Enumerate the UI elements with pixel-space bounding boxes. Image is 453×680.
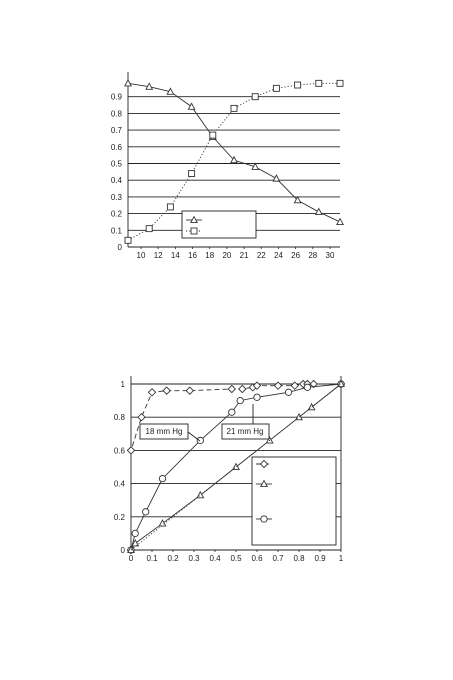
legend-1 (182, 211, 256, 238)
x-tick-label: 18 (205, 251, 215, 260)
x-tick-label: 0.3 (188, 554, 200, 563)
data-point (231, 105, 237, 111)
y-tick-label: 0.4 (110, 176, 122, 186)
x-tick-label: 21 (239, 251, 249, 260)
data-point (143, 509, 149, 515)
y-tick-label: 0 (117, 243, 122, 252)
annotation-18mmhg (140, 424, 200, 441)
data-point (229, 409, 235, 415)
x-tick-label: 0.2 (167, 554, 179, 563)
data-point (163, 387, 170, 394)
x-tick-label: 24 (274, 251, 283, 260)
series-line (128, 83, 340, 222)
data-point (138, 414, 145, 421)
x-tick-label: 12 (153, 251, 163, 260)
data-point (210, 132, 216, 138)
legend-marker (261, 516, 267, 522)
y-tick-label: 0.6 (110, 142, 122, 152)
data-point (125, 237, 131, 243)
chart-2 (114, 376, 345, 563)
data-point (148, 389, 155, 396)
data-point (237, 397, 243, 403)
data-point (159, 475, 165, 481)
chart-1 (111, 72, 343, 260)
data-point (254, 394, 260, 400)
data-point (159, 520, 165, 526)
data-point (127, 447, 134, 454)
x-tick-label: 0.1 (146, 554, 158, 563)
data-point (228, 385, 235, 392)
data-point (274, 382, 281, 389)
annotation-text: 21 mm Hg (226, 427, 264, 436)
x-tick-label: 14 (170, 251, 180, 260)
data-point (239, 385, 246, 392)
data-point (125, 80, 131, 86)
legend-2 (252, 457, 336, 545)
data-point (233, 464, 239, 470)
y-tick-label: 0.8 (110, 109, 122, 119)
data-point (132, 530, 138, 536)
data-point (197, 437, 203, 443)
data-point (273, 85, 279, 91)
data-point (316, 80, 322, 86)
data-point (146, 226, 152, 232)
legend-marker (191, 228, 197, 234)
data-point (295, 82, 301, 88)
annotation-21mmhg (222, 404, 269, 439)
data-point (186, 387, 193, 394)
x-tick-label: 0 (128, 554, 134, 563)
x-tick-label: 0.6 (251, 554, 263, 563)
data-point (337, 219, 343, 225)
series-1 (125, 80, 343, 225)
x-tick-label: 0.8 (293, 554, 305, 563)
x-tick-label: 0.5 (230, 554, 242, 563)
y-tick-label: 0.2 (113, 512, 125, 522)
data-point (285, 389, 291, 395)
x-tick-label: 0.9 (314, 554, 326, 563)
y-tick-label: 0.2 (110, 209, 122, 219)
x-tick-label: 30 (325, 251, 335, 260)
data-point (252, 94, 258, 100)
y-tick-label: 0.1 (110, 226, 122, 236)
y-tick-label: 0.8 (113, 413, 125, 423)
x-tick-label: 10 (136, 251, 146, 260)
annotation-text: 18 mm Hg (145, 427, 183, 436)
x-tick-label: 20 (222, 251, 232, 260)
data-point (167, 204, 173, 210)
y-tick-label: 0.5 (110, 159, 122, 169)
data-point (291, 382, 298, 389)
legend-box (252, 457, 336, 545)
x-tick-label: 16 (188, 251, 197, 260)
data-point (189, 171, 195, 177)
data-point (188, 103, 194, 109)
x-tick-label: 26 (291, 251, 301, 260)
y-tick-label: 0.3 (110, 192, 122, 202)
x-tick-label: 1 (338, 554, 344, 563)
data-point (273, 175, 279, 181)
y-tick-label: 0.9 (110, 92, 122, 102)
data-point (197, 492, 203, 498)
y-tick-label: 0.4 (113, 479, 125, 489)
y-tick-label: 1 (120, 380, 125, 389)
x-tick-label: 0.7 (272, 554, 284, 563)
data-point (304, 384, 310, 390)
data-point (337, 80, 343, 86)
annotation-pointer (188, 432, 200, 441)
y-tick-label: 0 (120, 546, 125, 555)
y-tick-label: 0.6 (113, 446, 125, 456)
x-tick-label: 0.4 (209, 554, 221, 563)
x-tick-label: 28 (308, 251, 318, 260)
x-tick-label: 22 (256, 251, 266, 260)
data-point (316, 209, 322, 215)
y-tick-label: 0.7 (110, 126, 122, 136)
